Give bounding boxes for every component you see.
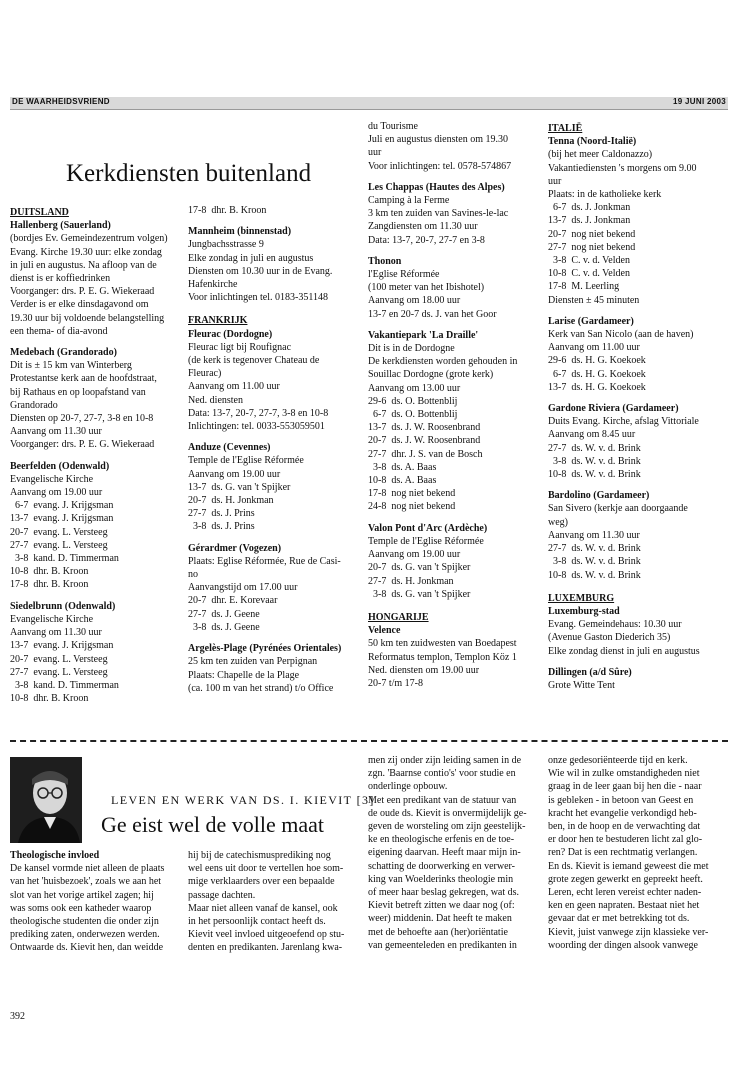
- text-line: 17-8 nog niet bekend: [368, 488, 456, 500]
- column-4: [548, 120, 728, 692]
- running-header: [10, 97, 728, 110]
- text-line: 20-7 evang. L. Versteeg: [10, 526, 108, 538]
- text-line: ren? Dat is een rechtmatig verlangen.: [548, 847, 698, 859]
- text-line: 13-7 ds. G. van 't Spijker: [188, 481, 291, 493]
- text-line: Aanvang om 13.00 uur: [368, 382, 461, 394]
- text-line: 27-7 ds. W. v. d. Brink: [548, 442, 641, 454]
- text-line: l'Eglise Réformée: [368, 269, 440, 281]
- text-line: 3-8 ds. A. Baas: [368, 461, 437, 473]
- section-heading: Tenna (Noord-Italië): [548, 136, 637, 148]
- text-line: Aanvang om 11.30 uur: [548, 529, 640, 541]
- text-line: 25 km ten zuiden van Perpignan: [188, 656, 318, 668]
- text-line: 27-7 evang. L. Versteeg: [10, 539, 108, 551]
- text-line: (100 meter van het Ibishotel): [368, 282, 485, 294]
- spacer: [368, 173, 543, 181]
- text-line: Aanvang om 19.00 uur: [368, 549, 461, 561]
- text-line: Ned. diensten: [188, 394, 243, 406]
- text-line: eigening daarvan. Heeft maar mijn in-: [368, 847, 521, 859]
- spacer: [188, 217, 363, 225]
- column-2: [188, 204, 363, 695]
- section-heading: Fleurac (Dordogne): [188, 328, 273, 340]
- section-heading: Theologische invloed: [10, 850, 100, 861]
- text-line: Aanvangstijd om 17.00 uur: [188, 582, 298, 594]
- text-line: een thema- of dia-avond: [10, 325, 108, 337]
- text-line: 10-8 ds. W. v. d. Brink: [548, 569, 641, 581]
- section-heading: Anduze (Cevennes): [188, 442, 271, 454]
- text-line: (bij het meer Caldonazzo): [548, 149, 653, 161]
- text-line: uur: [368, 147, 382, 159]
- text-line: woording der dingen alsook vanwege: [548, 939, 698, 951]
- text-line: Vakantiediensten 's morgens om 9.00: [548, 162, 697, 174]
- section-heading: Mannheim (binnenstad): [188, 226, 292, 238]
- text-line: 19.30 uur bij voldoende belangstelling: [10, 312, 165, 324]
- text-line: Voor inlichtingen tel. 0183-351148: [188, 292, 328, 304]
- text-line: 27-7 evang. L. Versteeg: [10, 666, 108, 678]
- country-heading: DUITSLAND: [10, 207, 69, 218]
- country-heading: LUXEMBURG: [548, 592, 615, 604]
- text-line: gevaar dat er met betrekking tot ds.: [548, 913, 690, 925]
- text-line: (Avenue Gaston Diederich 35): [548, 632, 671, 644]
- spacer: [548, 481, 728, 489]
- text-line: 3-8 ds. J. Prins: [188, 521, 255, 533]
- text-line: 13-7 ds. J. Jonkman: [548, 215, 631, 227]
- section-heading: Dillingen (a/d Sûre): [548, 666, 632, 678]
- section-heading: Beerfelden (Odenwald): [10, 460, 110, 472]
- section-heading: Larise (Gardameer): [548, 315, 634, 327]
- text-line: Data: 13-7, 20-7, 27-7, 3-8 en 10-8: [188, 407, 329, 419]
- text-line: Aanvang om 11.30 uur: [10, 627, 102, 639]
- section-heading: Gérardmer (Vogezen): [188, 542, 282, 554]
- text-line: 27-7 ds. W. v. d. Brink: [548, 543, 641, 555]
- text-line: Voor inlichtingen: tel. 0578-574867: [368, 160, 512, 172]
- text-line: Aanvang om 11.00 uur: [548, 342, 640, 354]
- text-line: Evangelische Kirche: [10, 613, 94, 625]
- text-line: 20-7 evang. L. Versteeg: [10, 653, 108, 665]
- text-line: 27-7 nog niet bekend: [548, 241, 636, 253]
- text-line: 13-7 en 20-7 ds. J. van het Goor: [368, 308, 497, 320]
- text-line: onderlinge opbouw.: [368, 781, 448, 793]
- section-heading: Bardolino (Gardameer): [548, 490, 650, 502]
- text-line: 10-8 C. v. d. Velden: [548, 268, 630, 280]
- text-line: men zij onder zijn leiding samen in de: [368, 755, 522, 766]
- text-line: Kerk van San Nicolo (aan de haven): [548, 329, 694, 341]
- text-line: San Sivero (kerkje aan doorgaande: [548, 503, 688, 515]
- text-line: 6-7 evang. J. Krijgsman: [10, 500, 114, 512]
- text-line: prediking zaten, onderwezen werden.: [10, 929, 160, 941]
- text-line: Data: 13-7, 20-7, 27-7 en 3-8: [368, 234, 485, 246]
- text-line: Evang. Gemeindehaus: 10.30 uur: [548, 619, 682, 631]
- text-line: 3-8 kand. D. Timmerman: [10, 679, 119, 691]
- portrait-photo: [10, 757, 82, 843]
- text-line: 17-8 dhr. B. Kroon: [188, 205, 267, 216]
- spacer: [548, 307, 728, 315]
- text-line: grote zegen gewerkt en gepreekt heeft.: [548, 873, 703, 885]
- text-line: 20-7 ds. G. van 't Spijker: [368, 562, 471, 574]
- section-heading: Velence: [368, 625, 401, 637]
- text-line: 10-8 ds. W. v. d. Brink: [548, 469, 641, 481]
- text-line: Zangdiensten om 11.30 uur: [368, 221, 478, 233]
- spacer: [10, 452, 182, 460]
- country-heading: ITALIË: [548, 123, 583, 134]
- text-line: no: [188, 569, 198, 581]
- text-line: king van Woelderinks theologie min: [368, 873, 514, 885]
- section-heading: Vakantiepark 'La Draille': [368, 329, 479, 341]
- text-line: 13-7 evang. J. Krijgsman: [10, 513, 114, 525]
- text-line: in het persoonlijk contact heeft ds.: [188, 916, 326, 928]
- text-line: du Tourisme: [368, 121, 418, 132]
- text-line: 10-8 dhr. B. Kroon: [10, 693, 89, 705]
- page-number: 392: [10, 1011, 25, 1022]
- text-line: Dit is in de Dordogne: [368, 343, 455, 355]
- text-line: Voorganger: drs. P. E. G. Wiekeraad: [10, 439, 155, 451]
- section-heading: Medebach (Grandorado): [10, 347, 117, 359]
- text-line: 27-7 ds. J. Prins: [188, 508, 255, 520]
- spacer: [188, 634, 363, 642]
- spacer: [548, 658, 728, 666]
- text-line: Fleurac ligt bij Roufignac: [188, 341, 292, 353]
- text-line: Elke zondag dienst in juli en augustus: [548, 645, 700, 657]
- text-line: 13-7 ds. H. G. Koekoek: [548, 381, 646, 393]
- text-line: 6-7 ds. O. Bottenblij: [368, 409, 458, 421]
- spacer: [188, 433, 363, 441]
- publication-name: DE WAARHEIDSVRIEND: [12, 97, 110, 106]
- text-line: Camping à la Ferme: [368, 195, 450, 207]
- text-line: er door hen te bestuderen licht zal glo-: [548, 834, 703, 846]
- text-line: Aanvang om 11.30 uur: [10, 426, 102, 438]
- text-line: dienst is er koffiedrinken: [10, 273, 111, 285]
- text-line: Dit is ± 15 km van Winterberg: [10, 360, 132, 372]
- text-line: Protestantse kerk aan de hoofdstraat,: [10, 373, 157, 385]
- text-line: Grandorado: [10, 399, 58, 411]
- text-line: 20-7 ds. J. W. Roosenbrand: [368, 435, 481, 447]
- text-line: van gemeenteleden en predikanten in: [368, 939, 517, 951]
- text-line: 6-7 ds. J. Jonkman: [548, 202, 631, 214]
- text-line: (ca. 100 m van het strand) t/o Office: [188, 682, 334, 694]
- section-divider: [10, 740, 728, 742]
- text-line: mige verklaarders over een bepaalde: [188, 876, 335, 888]
- text-line: Wie wil in zulke omstandigheden niet: [548, 768, 700, 780]
- text-line: (de kerk is tegenover Chateau de: [188, 355, 320, 367]
- text-line: 20-7 t/m 17-8: [368, 677, 423, 689]
- spacer: [368, 514, 543, 522]
- text-line: 10-8 ds. A. Baas: [368, 475, 437, 487]
- text-line: Aanvang om 11.00 uur: [188, 381, 280, 393]
- text-line: Aanvang om 8.45 uur: [548, 429, 636, 441]
- spacer: [548, 582, 728, 590]
- article-column-3: [368, 754, 543, 952]
- text-line: denten en predikanten. Jarenlang kwa-: [188, 942, 343, 954]
- text-line: Voorganger: drs. P. E. G. Wiekeraad: [10, 286, 155, 298]
- country-heading: HONGARIJE: [368, 611, 429, 623]
- text-line: De kerkdiensten worden gehouden in: [368, 356, 518, 368]
- text-line: is gebleken - in betoon van Geest en: [548, 794, 694, 806]
- text-line: 29-6 ds. O. Bottenblij: [368, 395, 458, 407]
- spacer: [368, 601, 543, 609]
- text-line: 20-7 dhr. E. Korevaar: [188, 595, 278, 607]
- text-line: 3 km ten zuiden van Savines-le-lac: [368, 208, 509, 220]
- page-title: Kerkdiensten buitenland: [66, 160, 312, 187]
- text-line: Evangelische Kirche: [10, 473, 94, 485]
- text-line: kracht het evangelie verkondigd heb-: [548, 807, 697, 819]
- text-line: Leren, echt leren vereist echter naden-: [548, 887, 702, 899]
- text-line: theologische studenten die onder zijn: [10, 916, 159, 928]
- text-line: 13-7 evang. J. Krijgsman: [10, 640, 114, 652]
- text-line: Ontwaarde ds. Kievit hen, dan weidde: [10, 942, 164, 954]
- text-line: Plaats: Chapelle de la Plage: [188, 669, 300, 681]
- text-line: 3-8 ds. J. Geene: [188, 621, 260, 633]
- text-line: uur: [548, 175, 562, 187]
- text-line: de oude ds. Kievit is onvermijdelijk ge-: [368, 807, 527, 819]
- text-line: Souillac Dordogne (grote kerk): [368, 369, 494, 381]
- section-heading: Argelès-Plage (Pyrénées Orientales): [188, 643, 342, 655]
- section-heading: Luxemburg-stad: [548, 605, 620, 617]
- article-kicker: LEVEN EN WERK VAN DS. I. KIEVIT [3]: [111, 793, 375, 807]
- text-line: Maar niet alleen vanaf de kansel, ook: [188, 902, 338, 914]
- column-3: [368, 120, 543, 690]
- text-line: Temple de l'Eglise Réformée: [368, 535, 484, 547]
- text-line: Hafenkirche: [188, 279, 238, 291]
- article-column-4: [548, 754, 728, 952]
- text-line: wel eens uit door te vertellen hoe som-: [188, 863, 344, 875]
- section-heading: Les Chappas (Hautes des Alpes): [368, 181, 505, 193]
- text-line: Kievit, juist vanwege zijn klassieke ver-: [548, 926, 709, 938]
- text-line: 3-8 C. v. d. Velden: [548, 255, 630, 267]
- section-heading: Valon Pont d'Arc (Ardèche): [368, 522, 488, 534]
- text-line: Duits Evang. Kirche, afslag Vittoriale: [548, 416, 699, 428]
- spacer: [368, 321, 543, 329]
- text-line: 17-8 dhr. B. Kroon: [10, 579, 89, 591]
- text-line: Met een predikant van de statuur van: [368, 794, 517, 806]
- text-line: weer) middenin. Dat heeft te maken: [368, 913, 512, 925]
- section-heading: Hallenberg (Sauerland): [10, 220, 111, 232]
- text-line: Aanvang om 19.00 uur: [188, 468, 281, 480]
- text-line: Inlichtingen: tel. 0033-553059501: [188, 421, 325, 433]
- text-line: 3-8 ds. G. van 't Spijker: [368, 588, 471, 600]
- text-line: graag in de leer gaan bij hen die - naar: [548, 781, 702, 793]
- text-line: (bordjes Ev. Gemeindezentrum volgen): [10, 233, 168, 245]
- text-line: 27-7 ds. H. Jonkman: [368, 575, 454, 587]
- text-line: Diensten op 20-7, 27-7, 3-8 en 10-8: [10, 413, 154, 425]
- text-line: geven de worsteling om zijn geestelijk-: [368, 821, 526, 833]
- text-line: 3-8 ds. W. v. d. Brink: [548, 556, 641, 568]
- text-line: Kievit betreft zitten we daar nog (of:: [368, 900, 515, 912]
- spacer: [368, 247, 543, 255]
- article-headline: Ge eist wel de volle maat: [101, 812, 324, 837]
- text-line: 29-6 ds. H. G. Koekoek: [548, 355, 646, 367]
- text-line: 10-8 dhr. B. Kroon: [10, 566, 89, 578]
- text-line: van het 'huisbezoek', zoals we aan het: [10, 876, 162, 888]
- text-line: schatting de doorwerking en verwer-: [368, 860, 515, 872]
- text-line: bij Rathaus en op loopafstand van: [10, 386, 146, 398]
- text-line: passage dachten.: [188, 889, 256, 901]
- spacer: [10, 338, 182, 346]
- section-heading: Siedelbrunn (Odenwald): [10, 600, 116, 612]
- article-column-1: [10, 849, 182, 955]
- text-line: of meer haar beslag gekregen, wat ds.: [368, 887, 520, 899]
- text-line: 3-8 ds. W. v. d. Brink: [548, 455, 641, 467]
- spacer: [188, 304, 363, 312]
- spacer: [188, 534, 363, 542]
- section-heading: Thonon: [368, 255, 402, 267]
- text-line: Plaats: Eglise Réformée, Rue de Casi-: [188, 555, 341, 567]
- text-line: weg): [548, 516, 568, 528]
- text-line: ben, in de hoop en de verwachting dat: [548, 821, 701, 833]
- text-line: 17-8 M. Leerling: [548, 281, 620, 293]
- text-line: Diensten om 10.30 uur in de Evang.: [188, 265, 333, 277]
- text-line: 6-7 ds. H. G. Koekoek: [548, 368, 646, 380]
- text-line: 27-7 dhr. J. S. van de Bosch: [368, 448, 483, 460]
- text-line: 13-7 ds. J. W. Roosenbrand: [368, 422, 481, 434]
- article-column-2: [188, 849, 363, 955]
- country-heading: FRANKRIJK: [188, 315, 248, 327]
- text-line: 20-7 nog niet bekend: [548, 228, 636, 240]
- text-line: Elke zondag in juli en augustus: [188, 252, 314, 264]
- text-line: ken en geen napraten. Bestaat niet het: [548, 900, 700, 912]
- text-line: hij bij de catechismusprediking nog: [188, 850, 331, 861]
- text-line: 20-7 ds. H. Jonkman: [188, 495, 274, 507]
- text-line: 27-7 ds. J. Geene: [188, 608, 260, 620]
- text-line: Evang. Kirche 19.30 uur: elke zondag: [10, 246, 162, 258]
- text-line: Temple de l'Eglise Réformée: [188, 455, 304, 467]
- text-line: zgn. 'Baarnse contio's' voor studie en: [368, 768, 516, 780]
- spacer: [548, 394, 728, 402]
- text-line: slot van het vorige artikel zagen; hij: [10, 889, 154, 901]
- text-line: was soms ook een katheder waarop: [10, 902, 152, 914]
- text-line: 50 km ten zuidwesten van Boedapest: [368, 638, 517, 650]
- text-line: En ds. Kievit is iemand geweest die met: [548, 860, 709, 872]
- text-line: Jungbachsstrasse 9: [188, 239, 264, 251]
- text-line: Reformatus templon, Templon Köz 1: [368, 651, 517, 663]
- text-line: Aanvang om 19.00 uur: [10, 487, 103, 499]
- text-line: Ned. diensten om 19.00 uur: [368, 664, 480, 676]
- text-line: Grote Witte Tent: [548, 679, 615, 691]
- section-heading: Gardone Riviera (Gardameer): [548, 403, 679, 415]
- column-1: [10, 204, 182, 705]
- text-line: 3-8 kand. D. Timmerman: [10, 553, 119, 565]
- text-line: in juli en augustus. Na afloop van de: [10, 259, 157, 271]
- text-line: Diensten ± 45 minuten: [548, 294, 640, 306]
- text-line: Juli en augustus diensten om 19.30: [368, 134, 508, 146]
- text-line: De kansel vormde niet alleen de plaats: [10, 863, 165, 875]
- text-line: onze gedesoriënteerde tijd en kerk.: [548, 755, 688, 766]
- text-line: Plaats: in de katholieke kerk: [548, 189, 662, 201]
- spacer: [10, 592, 182, 600]
- text-line: met de behoefte aan (her)oriëntatie: [368, 926, 508, 938]
- issue-date: 19 JUNI 2003: [673, 97, 726, 106]
- text-line: ke en theologische erfenis en de toe-: [368, 834, 515, 846]
- text-line: Kievit veel invloed uitgeoefend op stu-: [188, 929, 345, 941]
- text-line: Fleurac): [188, 368, 222, 380]
- text-line: Verder is er elke dinsdagavond om: [10, 299, 149, 311]
- text-line: Aanvang om 18.00 uur: [368, 295, 461, 307]
- text-line: 24-8 nog niet bekend: [368, 501, 456, 513]
